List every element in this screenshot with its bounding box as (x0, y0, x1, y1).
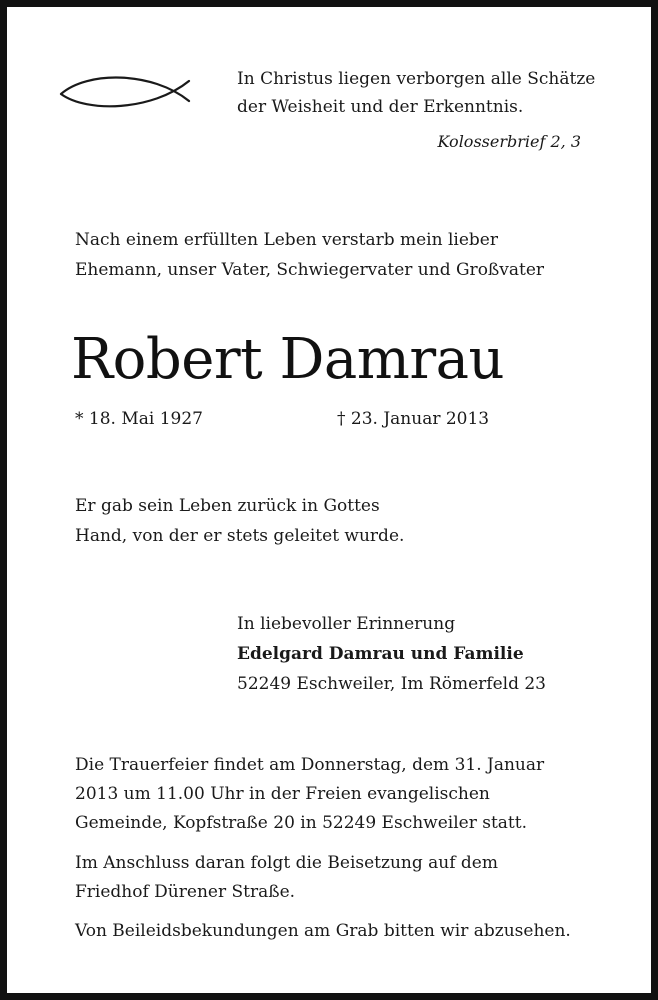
ichthys-fish-icon (57, 69, 205, 115)
service-line: 2013 um 11.00 Uhr in der Freien evangelischen (75, 784, 490, 804)
burial-line: Im Anschluss daran folgt die Beisetzung auf dem (75, 853, 498, 873)
burial-line: Friedhof Dürener Straße. (75, 882, 296, 902)
verse-line: der Weisheit und der Erkenntnis. (237, 97, 524, 117)
signature-address: 52249 Eschweiler, Im Römerfeld 23 (237, 674, 546, 694)
service-line: Die Trauerfeier findet am Donnerstag, dem 31. Januar (75, 755, 545, 775)
birth-date: * 18. Mai 1927 (75, 409, 203, 429)
intro-line: Ehemann, unser Vater, Schwiegervater und Großvater (75, 260, 545, 280)
verse-line: In Christus liegen verborgen alle Schätze (237, 69, 596, 89)
signature-block (237, 609, 546, 699)
quote-line: Er gab sein Leben zurück in Gottes (75, 496, 380, 516)
quote-line: Hand, von der er stets geleitet wurde. (75, 526, 405, 546)
deceased-name: Robert Damrau (71, 327, 505, 392)
service-info (75, 751, 544, 838)
condolence-note: Von Beileidsbekundungen am Grab bitten wir abzusehen. (75, 921, 571, 941)
signature-dedication: In liebevoller Erinnerung (237, 614, 456, 634)
memorial-quote (75, 491, 404, 551)
burial-info (75, 849, 498, 907)
signature-family: Edelgard Damrau und Familie (237, 644, 524, 664)
verse-reference: Kolosserbrief 2, 3 (437, 132, 581, 151)
intro-line: Nach einem erfüllten Leben verstarb mein lieber (75, 230, 498, 250)
bible-verse (237, 65, 595, 121)
death-date: † 23. Januar 2013 (337, 409, 490, 429)
service-line: Gemeinde, Kopfstraße 20 in 52249 Eschweiler statt. (75, 813, 527, 833)
intro-text (75, 225, 544, 285)
